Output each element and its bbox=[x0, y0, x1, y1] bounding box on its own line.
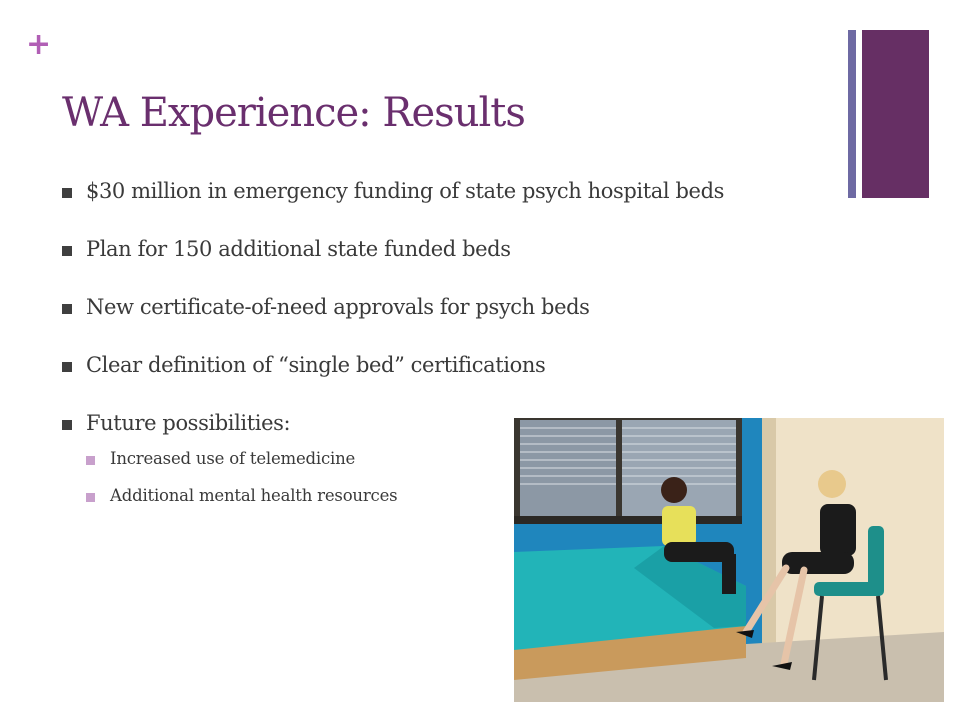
counseling-illustration bbox=[514, 418, 944, 702]
counseling-photo bbox=[514, 418, 944, 702]
bullet-item bbox=[62, 234, 822, 265]
bullet-square-icon bbox=[62, 304, 72, 314]
bullet-square-icon bbox=[62, 420, 72, 430]
bullet-square-icon bbox=[62, 246, 72, 256]
sub-bullet-square-icon bbox=[86, 493, 95, 502]
plus-decoration: + bbox=[26, 27, 52, 62]
sub-bullet-text: Additional mental health resources bbox=[110, 486, 398, 505]
bullet-text: New certificate-of-need approvals for psych beds bbox=[86, 295, 590, 319]
bullet-item bbox=[62, 176, 822, 207]
slide-title: WA Experience: Results bbox=[62, 89, 525, 136]
bullet-item bbox=[62, 292, 822, 323]
bullet-text: Future possibilities: bbox=[86, 411, 291, 435]
accent-bar-thin bbox=[848, 30, 856, 198]
sub-bullet-text: Increased use of telemedicine bbox=[110, 449, 356, 468]
bullet-square-icon bbox=[62, 188, 72, 198]
bullet-text: Clear definition of “single bed” certifications bbox=[86, 353, 546, 377]
bullet-text: Plan for 150 additional state funded beds bbox=[86, 237, 511, 261]
bullet-item bbox=[62, 350, 822, 381]
bullet-square-icon bbox=[62, 362, 72, 372]
accent-bar-thick bbox=[862, 30, 929, 198]
sub-bullet-square-icon bbox=[86, 456, 95, 465]
bullet-text: $30 million in emergency funding of state psych hospital beds bbox=[86, 179, 724, 203]
